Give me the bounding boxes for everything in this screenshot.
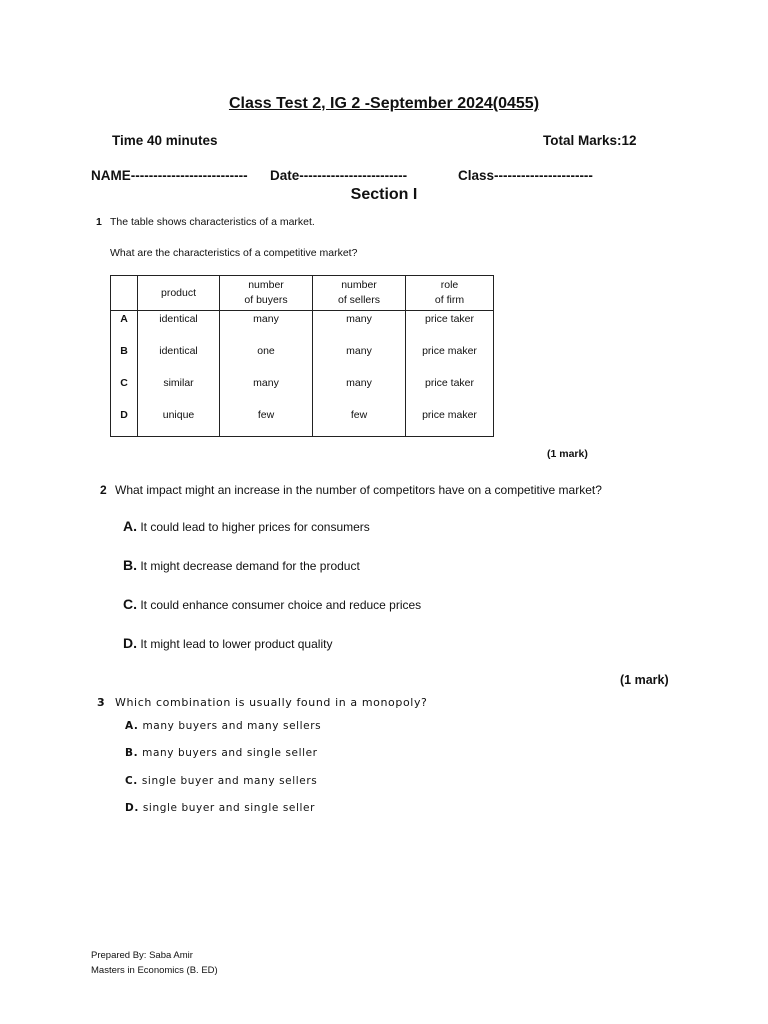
row-letter: D (111, 407, 138, 437)
table-cell: price taker (406, 311, 494, 344)
market-characteristics-table (110, 275, 494, 437)
table-header-blank (111, 276, 138, 311)
section-title: Section I (350, 186, 418, 203)
q2-question: What impact might an increase in the number of competitors have on a competitive market? (115, 483, 602, 497)
row-letter: B (111, 343, 138, 375)
total-marks-label: Total Marks:12 (543, 133, 637, 148)
table-cell: identical (138, 343, 220, 375)
table-cell: similar (138, 375, 220, 407)
page-title: Class Test 2, IG 2 -September 2024(0455) (228, 95, 540, 112)
row-letter: A (111, 311, 138, 344)
time-label: Time 40 minutes (112, 133, 218, 148)
table-header-cell: number of sellers (313, 276, 406, 311)
q2-option-b: B. It might decrease demand for the product (123, 557, 360, 573)
table-cell: price maker (406, 343, 494, 375)
table-header-cell: number of buyers (220, 276, 313, 311)
table-cell: many (313, 311, 406, 344)
table-cell: many (313, 375, 406, 407)
q3-option-a: A. many buyers and many sellers (125, 720, 322, 732)
footer-prepared-by: Prepared By: Saba Amir (91, 950, 193, 961)
table-cell: many (313, 343, 406, 375)
table-cell: few (220, 407, 313, 437)
table-cell: many (220, 311, 313, 344)
footer-qualification: Masters in Economics (B. ED) (91, 965, 218, 976)
table-row (111, 311, 494, 344)
table-cell: many (220, 375, 313, 407)
q2-option-a: A. It could lead to higher prices for consumers (123, 518, 370, 534)
q3-option-d: D. single buyer and single seller (125, 802, 315, 814)
q1-mark: (1 mark) (547, 448, 588, 460)
table-cell: price maker (406, 407, 494, 437)
table-cell: few (313, 407, 406, 437)
q2-number: 2 (100, 483, 107, 497)
table-cell: identical (138, 311, 220, 344)
date-field-line: Date------------------------ (270, 168, 408, 183)
table-header-cell: product (138, 276, 220, 311)
table-cell: price taker (406, 375, 494, 407)
q3-number: 3 (97, 696, 106, 709)
q1-intro: The table shows characteristics of a market. (110, 216, 315, 228)
q3-option-c: C. single buyer and many sellers (125, 775, 318, 787)
q1-question: What are the characteristics of a competitive market? (110, 247, 358, 259)
q2-option-d: D. It might lead to lower product quality (123, 635, 333, 651)
table-header-cell: role of firm (406, 276, 494, 311)
table-cell: one (220, 343, 313, 375)
q1-number: 1 (96, 216, 102, 228)
class-field-line: Class---------------------- (458, 168, 593, 183)
name-field-line: NAME-------------------------- (91, 168, 248, 183)
q3-option-b: B. many buyers and single seller (125, 747, 318, 759)
table-row (111, 375, 494, 407)
table-cell: unique (138, 407, 220, 437)
q2-option-c: C. It could enhance consumer choice and reduce prices (123, 596, 422, 612)
table-header-row (111, 276, 494, 311)
table-row (111, 407, 494, 437)
q2-mark: (1 mark) (620, 673, 669, 687)
table-row (111, 343, 494, 375)
q3-question: Which combination is usually found in a monopoly? (115, 696, 428, 709)
row-letter: C (111, 375, 138, 407)
